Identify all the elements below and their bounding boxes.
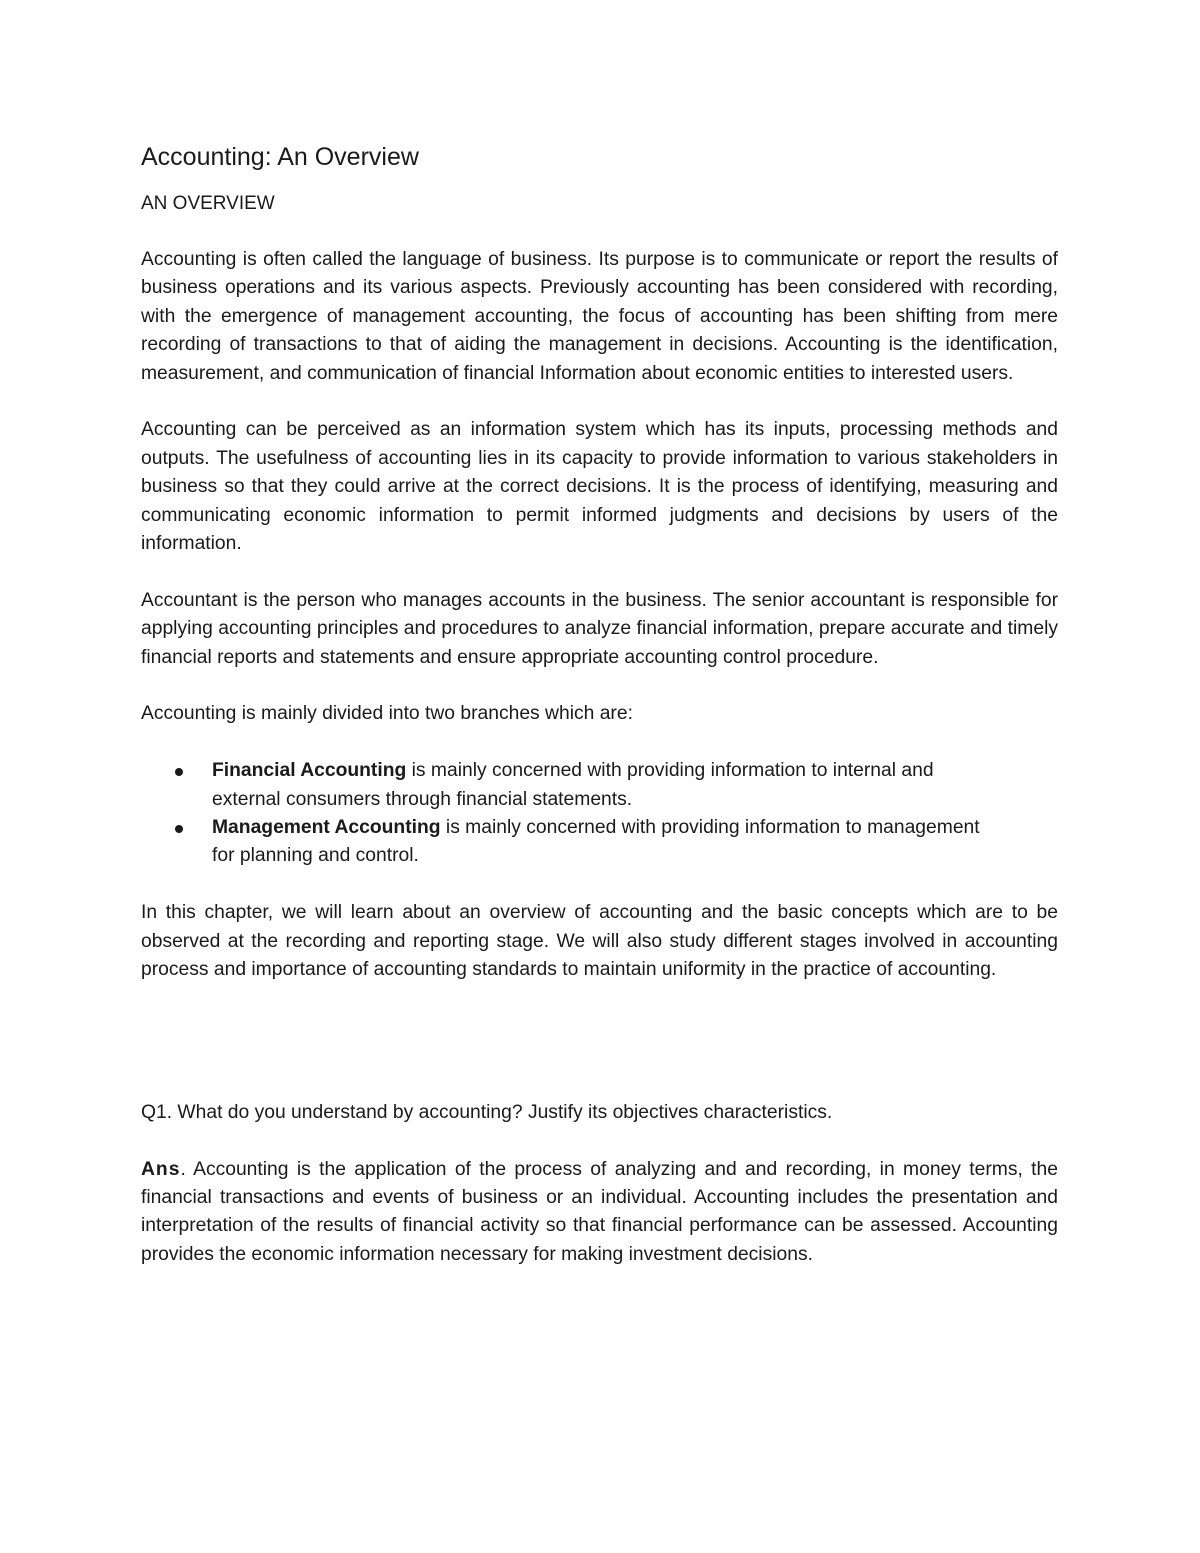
question-text: Q1. What do you understand by accounting? Justify its objectives characteristics. xyxy=(141,1101,833,1123)
intro-paragraph-3: Accountant is the person who manages accounts in the business. The senior accountant is responsible for applying accounting principles and procedures to analyze financial information, prepare accurate and timely financial reports and statements and ensure appropriate accounting control procedure. xyxy=(141,589,1058,668)
answer-text: . Accounting is the application of the process of analyzing and and recording, in money terms, the financial transactions and events of business or an individual. Accounting includes the presentation and interpretation of the results of financial activity so that financial performance can be assessed. Accounting provides the economic information necessary for making investment decisions. xyxy=(141,1158,1058,1265)
answer-paragraph xyxy=(141,1156,1058,1270)
section-spacer xyxy=(141,1013,1058,1099)
branch-description: is mainly concerned with providing information to management for planning and control. xyxy=(212,817,980,867)
section-heading: AN OVERVIEW xyxy=(141,193,275,214)
intro-paragraph-1: Accounting is often called the language of business. Its purpose is to communicate or report the results of business operations and its various aspects. Previously accounting has been considered with recording, with the emergence of management accounting, the focus of accounting has been shifting from mere recording of transactions to that of aiding the management in decisions. Accounting is the identification, measurement, and communication of financial Information about economic entities to interested users. xyxy=(141,249,1058,384)
document-page xyxy=(141,138,1058,1298)
chapter-paragraph: In this chapter, we will learn about an overview of accounting and the basic concepts which are to be observed at the recording and reporting stage. We will also study different stages involved in accounting process and importance of accounting standards to maintain uniformity in the practice of accounting. xyxy=(141,902,1058,981)
bullet-icon xyxy=(175,825,183,833)
branch-description: is mainly concerned with providing information to internal and external consumers through financial statements. xyxy=(212,760,934,810)
answer-label: Ans xyxy=(141,1158,181,1180)
branches-list xyxy=(141,757,1058,871)
branch-term: Financial Accounting xyxy=(212,760,407,782)
bullet-icon xyxy=(175,768,183,776)
branch-term: Management Accounting xyxy=(212,817,441,839)
page-title: Accounting: An Overview xyxy=(141,143,419,171)
intro-paragraph-2: Accounting can be perceived as an information system which has its inputs, processing methods and outputs. The usefulness of accounting lies in its capacity to provide information to various stakeholders in business so that they could arrive at the correct decisions. It is the process of identifying, measuring and communicating economic information to permit informed judgments and decisions by users of the information. xyxy=(141,419,1058,555)
list-item xyxy=(141,814,992,871)
branches-intro: Accounting is mainly divided into two branches which are: xyxy=(141,703,633,725)
list-item xyxy=(141,757,992,814)
